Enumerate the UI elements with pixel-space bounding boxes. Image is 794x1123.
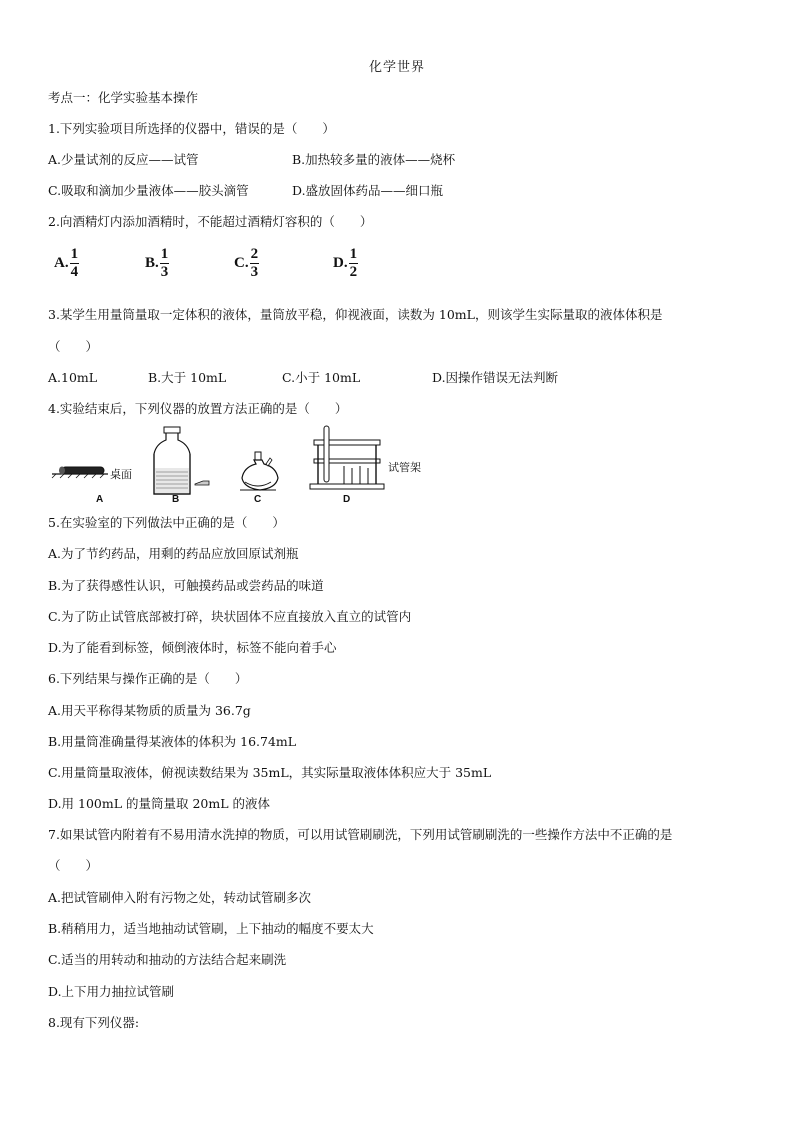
question-2-option-b	[145, 246, 169, 281]
option-letter: A.	[54, 255, 69, 271]
fraction-denominator: 3	[250, 264, 259, 280]
question-7-option-c: C.适当的用转动和抽动的方法结合起来刷洗	[48, 952, 287, 967]
question-2-stem: 2.向酒精灯内添加酒精时，不能超过酒精灯容积的（ ）	[48, 214, 373, 229]
test-tube-rack-label: 试管架	[388, 461, 421, 474]
question-6-option-d: D.用 100mL 的量筒量取 20mL 的液体	[48, 796, 271, 811]
question-3-stem-line-2: （ ）	[48, 339, 99, 354]
question-6-stem: 6.下列结果与操作正确的是（ ）	[48, 671, 248, 686]
fraction-denominator: 2	[349, 264, 358, 280]
question-3-option-d: D.因操作错误无法判断	[432, 370, 559, 385]
fraction-denominator: 3	[160, 264, 169, 280]
option-letter: D.	[333, 255, 348, 271]
fraction	[70, 246, 80, 281]
fraction	[250, 246, 260, 281]
fraction	[349, 246, 359, 281]
question-4-figure	[48, 422, 428, 512]
question-1-option-a: A.少量试剂的反应——试管	[48, 152, 199, 167]
option-letter: C.	[234, 255, 249, 271]
reagent-bottle	[154, 427, 209, 494]
fraction-numerator: 1	[160, 246, 169, 262]
question-5-stem: 5.在实验室的下列做法中正确的是（ ）	[48, 515, 285, 530]
fraction	[160, 246, 170, 281]
fraction-numerator: 1	[349, 246, 358, 262]
fraction-denominator: 4	[70, 264, 79, 280]
test-tube-rack	[310, 426, 384, 489]
question-5-option-d: D.为了能看到标签，倾倒液体时，标签不能向着手心	[48, 640, 337, 655]
desk-label: 桌面	[110, 468, 132, 481]
figure-label-a: A	[96, 494, 104, 505]
test-tube-on-desk	[52, 467, 108, 479]
question-5-option-b: B.为了获得感性认识，可触摸药品或尝药品的味道	[48, 578, 324, 593]
question-2-option-d	[333, 246, 358, 281]
question-7-stem-line-1: 7.如果试管内附着有不易用清水洗掉的物质，可以用试管刷刷洗，下列用试管刷刷洗的一些操作方法中不正确的是	[48, 827, 673, 842]
section-heading: 考点一：化学实验基本操作	[48, 90, 199, 105]
question-5-option-c: C.为了防止试管底部被打碎，块状固体不应直接放入直立的试管内	[48, 609, 412, 624]
question-8-stem: 8.现有下列仪器:	[48, 1015, 140, 1030]
question-7-stem-line-2: （ ）	[48, 858, 99, 873]
question-6-option-a: A.用天平称得某物质的质量为 36.7g	[48, 703, 251, 718]
fraction-numerator: 2	[250, 246, 259, 262]
question-2-option-c	[234, 246, 259, 281]
page-title: 化学世界	[368, 60, 425, 75]
question-1-option-d: D.盛放固体药品——细口瓶	[292, 183, 444, 198]
question-7-option-a: A.把试管刷伸入附有污物之处，转动试管刷多次	[48, 890, 312, 905]
figure-label-d: D	[343, 494, 351, 505]
question-2-option-a	[54, 246, 79, 281]
question-6-option-c: C.用量筒量取液体，俯视读数结果为 35mL，其实际量取液体体积应大于 35mL	[48, 765, 492, 780]
question-7-option-d: D.上下用力抽拉试管刷	[48, 984, 175, 999]
question-1-stem: 1.下列实验项目所选择的仪器中，错误的是（ ）	[48, 121, 335, 136]
lab-equipment-illustration	[48, 422, 428, 512]
question-1-option-c: C.吸取和滴加少量液体——胶头滴管	[48, 183, 249, 198]
question-3-stem-line-1: 3.某学生用量筒量取一定体积的液体，量筒放平稳，仰视液面，读数为 10mL，则该学生实际量取的液体体积是	[48, 307, 663, 322]
question-5-option-a: A.为了节约药品，用剩的药品应放回原试剂瓶	[48, 546, 299, 561]
figure-label-c: C	[254, 494, 262, 505]
question-3-option-a: A.10mL	[48, 370, 98, 385]
question-3-option-b: B.大于 10mL	[148, 370, 227, 385]
question-4-stem: 4.实验结束后，下列仪器的放置方法正确的是（ ）	[48, 401, 348, 416]
question-1-option-b: B.加热较多量的液体——烧杯	[292, 152, 456, 167]
question-7-option-b: B.稍稍用力，适当地抽动试管刷，上下抽动的幅度不要太大	[48, 921, 374, 936]
fraction-numerator: 1	[70, 246, 79, 262]
question-3-option-c: C.小于 10mL	[282, 370, 361, 385]
option-letter: B.	[145, 255, 159, 271]
figure-label-b: B	[172, 494, 180, 505]
alcohol-lamp	[240, 452, 278, 490]
question-6-option-b: B.用量筒准确量得某液体的体积为 16.74mL	[48, 734, 297, 749]
